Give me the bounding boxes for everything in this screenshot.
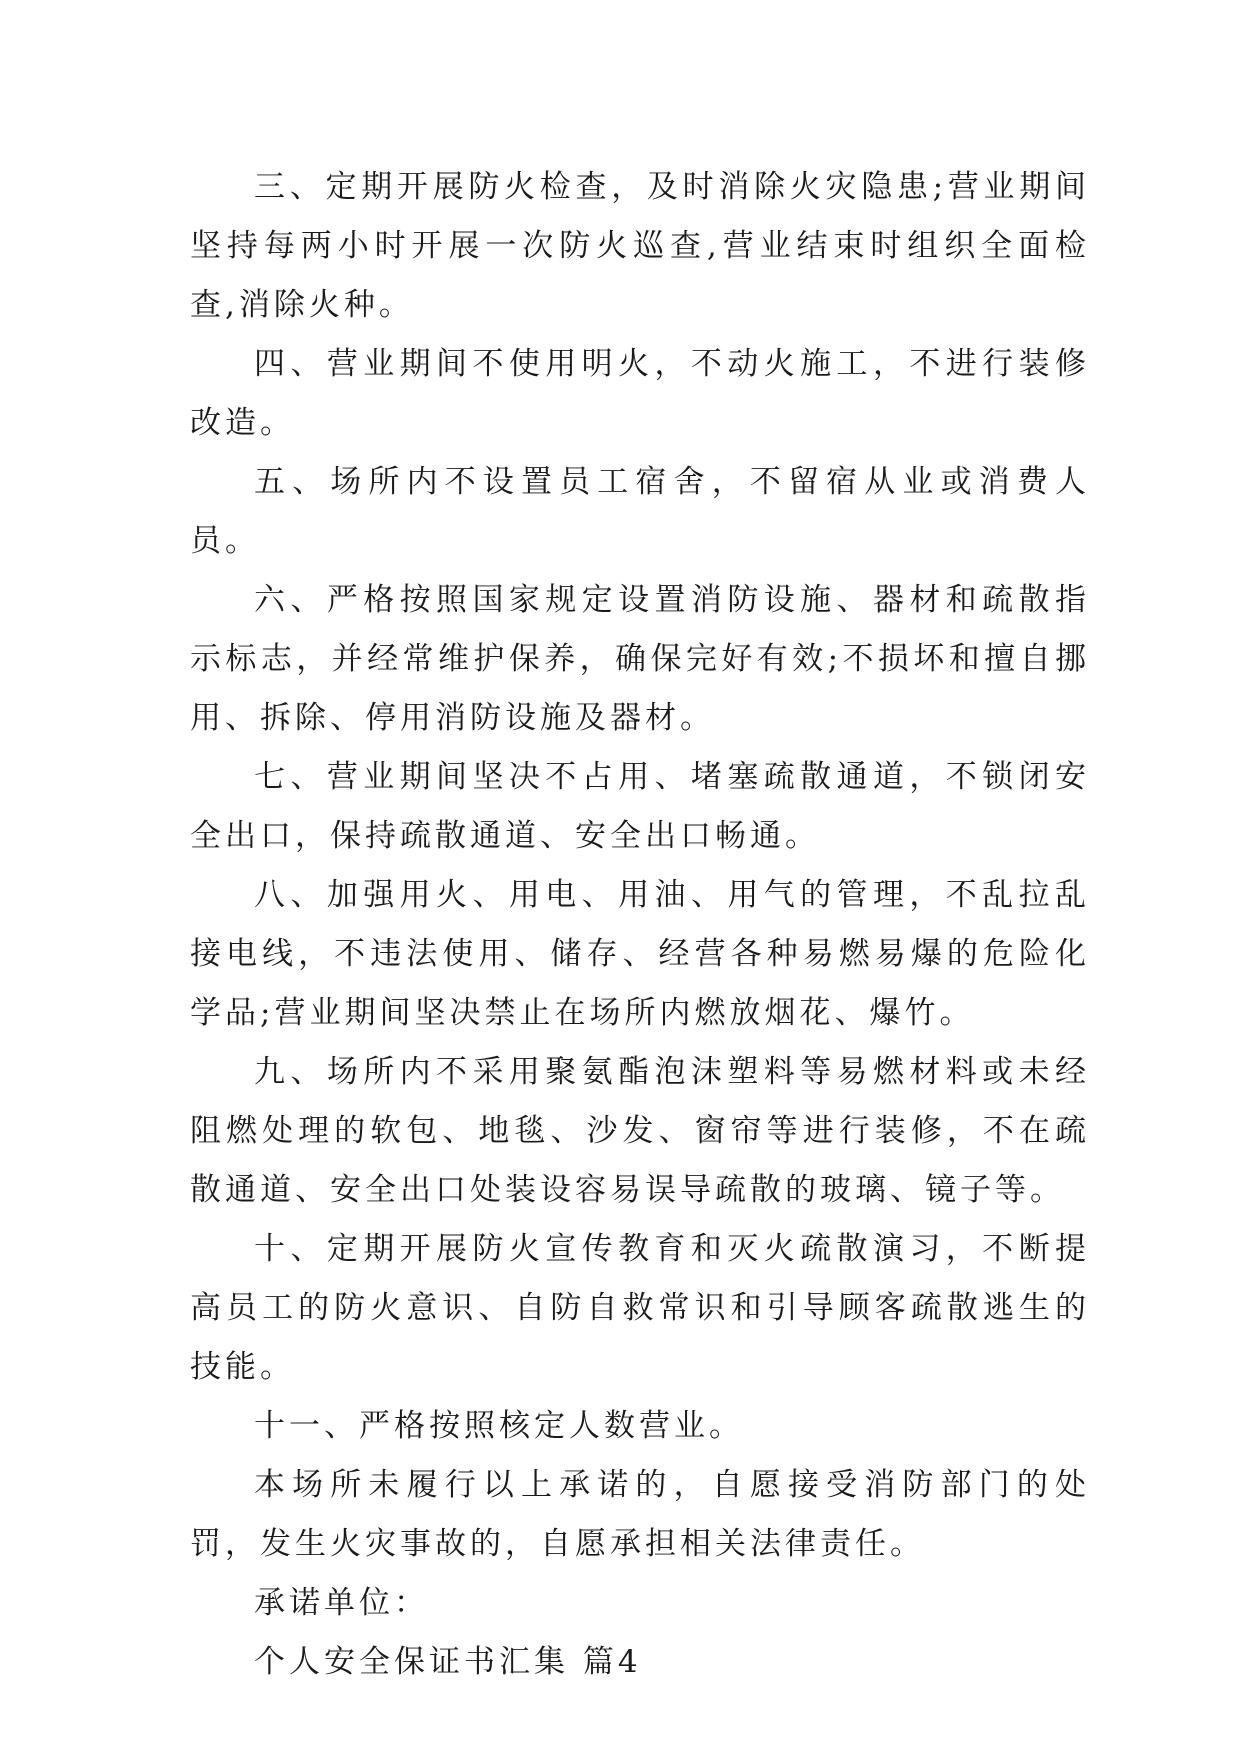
paragraph-9-decoration-materials: 九、场所内不采用聚氨酯泡沫塑料等易燃材料或未经阻燃处理的软包、地毯、沙发、窗帘等进行装修，不在疏散通道、安全出口处装设容易误导疏散的玻璃、镜子等。 xyxy=(190,1054,1090,1208)
paragraph-10-fire-education: 十、定期开展防火宣传教育和灭火疏散演习，不断提高员工的防火意识、自防自救常识和引导顾客疏散逃生的技能。 xyxy=(190,1231,1090,1385)
paragraph-5-no-dormitory: 五、场所内不设置员工宿舍，不留宿从业或消费人员。 xyxy=(190,464,1090,559)
section-heading: 个人安全保证书汇集 篇4 xyxy=(254,1644,642,1680)
paragraph-3-fire-inspection: 三、定期开展防火检查，及时消除火灾隐患;营业期间坚持每两小时开展一次防火巡查,营业结束时组织全面检查,消除火种。 xyxy=(190,169,1090,323)
paragraph-11-capacity: 十一、严格按照核定人数营业。 xyxy=(254,1408,744,1444)
paragraph-4-no-open-flame: 四、营业期间不使用明火，不动火施工，不进行装修改造。 xyxy=(190,346,1090,441)
paragraph-liability: 本场所未履行以上承诺的，自愿接受消防部门的处罚，发生火灾事故的，自愿承担相关法律责任。 xyxy=(190,1467,1090,1562)
paragraph-6-fire-facilities: 六、严格按照国家规定设置消防设施、器材和疏散指示标志，并经常维护保养，确保完好有效;不损坏和擅自挪用、拆除、停用消防设施及器材。 xyxy=(190,582,1090,736)
paragraph-signatory: 承诺单位： xyxy=(254,1585,429,1621)
paragraph-8-fire-electric-management: 八、加强用火、用电、用油、用气的管理，不乱拉乱接电线，不违法使用、储存、经营各种易燃易爆的危险化学品;营业期间坚决禁止在场所内燃放烟花、爆竹。 xyxy=(190,877,1090,1031)
document-body xyxy=(190,158,1090,1692)
paragraph-7-evacuation-routes: 七、营业期间坚决不占用、堵塞疏散通道，不锁闭安全出口，保持疏散通道、安全出口畅通。 xyxy=(190,759,1090,854)
